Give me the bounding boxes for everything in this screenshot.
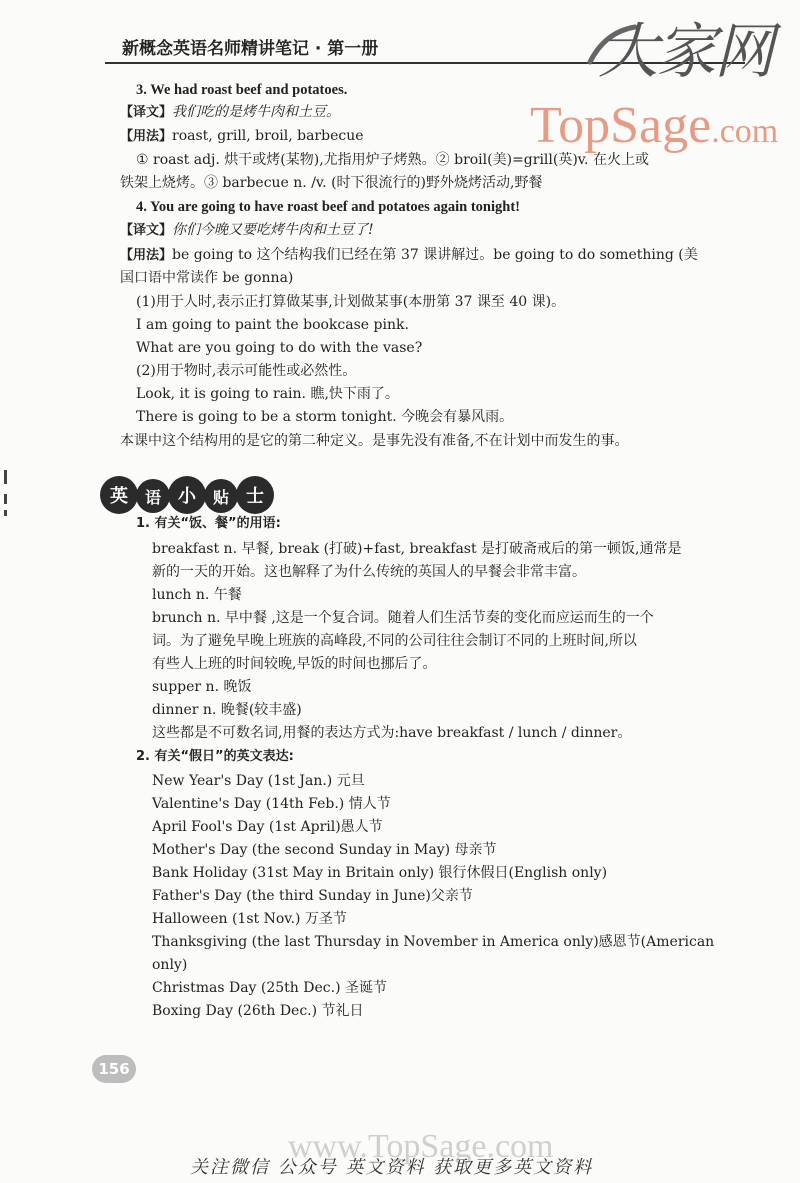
tips-char: 英 bbox=[102, 478, 136, 512]
tips-char: 贴 bbox=[206, 481, 236, 511]
item4-line: Look, it is going to rain. 瞧,快下雨了。 bbox=[136, 386, 399, 402]
tips-banner bbox=[102, 478, 272, 512]
tips-part1-line: dinner n. 晚餐(较丰盛) bbox=[152, 702, 302, 718]
margin-mark bbox=[4, 470, 7, 484]
translation-text: 你们今晚又要吃烤牛肉和土豆了! bbox=[172, 222, 374, 238]
tips-part1-line: breakfast n. 早餐, break (打破)+fast, breakfast 是打破斋戒后的第一顿饭,通常是 bbox=[152, 541, 682, 557]
tips-part1-line: 有些人上班的时间较晚,早饭的时间也挪后了。 bbox=[152, 656, 437, 672]
tips-part1-line: lunch n. 午餐 bbox=[152, 587, 242, 603]
margin-mark bbox=[4, 494, 7, 504]
item3-translation bbox=[120, 104, 340, 121]
holiday-item: Thanksgiving (the last Thursday in November in America only)感恩节(American bbox=[152, 934, 715, 950]
footer-text: 关注微信 公众号 英文资料 获取更多英文资料 bbox=[190, 1157, 594, 1178]
tips-char: 士 bbox=[238, 478, 272, 512]
margin-mark bbox=[4, 510, 7, 516]
item4-line: There is going to be a storm tonight. 今晚会有暴风雨。 bbox=[136, 409, 514, 425]
item4-title: 4. You are going to have roast beef and potatoes again tonight! bbox=[136, 199, 520, 215]
tips-part1-line: 新的一天的开始。这也解释了为什么传统的英国人的早餐会非常丰富。 bbox=[152, 564, 586, 580]
translation-tag: 【译文】 bbox=[120, 105, 173, 120]
item3-line1: ① roast adj. 烘干或烤(某物),尤指用炉子烤熟。② broil(美)=grill(英)v. 在火上或 bbox=[136, 152, 649, 168]
item4-translation bbox=[120, 222, 374, 239]
item4-usage bbox=[120, 247, 698, 264]
watermark-en-name: TopSage bbox=[530, 97, 712, 154]
holiday-item: Bank Holiday (31st May in Britain only) 银行休假日(English only) bbox=[152, 865, 608, 881]
item4-line: What are you going to do with the vase? bbox=[136, 340, 423, 356]
tips-char: 语 bbox=[138, 481, 168, 511]
tips-part1-line: 这些都是不可数名词,用餐的表达方式为:have breakfast / lunch / dinner。 bbox=[152, 725, 632, 741]
footer-watermark: www.TopSage.com bbox=[288, 1128, 554, 1165]
watermark-cn: 大家网 bbox=[598, 17, 772, 87]
usage-text: be going to 这个结构我们已经在第 37 课讲解过。be going to do something (美 bbox=[172, 247, 698, 263]
holiday-item: New Year's Day (1st Jan.) 元旦 bbox=[152, 773, 365, 789]
tips-part1-line: brunch n. 早中餐 ,这是一个复合词。随着人们生活节奏的变化而应运而生的一个 bbox=[152, 610, 654, 626]
item3-line2: 铁架上烧烤。③ barbecue n. /v. (时下很流行的)野外烧烤活动,野餐 bbox=[120, 175, 543, 191]
holiday-item: Boxing Day (26th Dec.) 节礼日 bbox=[152, 1003, 364, 1019]
holiday-item: Christmas Day (25th Dec.) 圣诞节 bbox=[152, 980, 387, 996]
item4-line: 本课中这个结构用的是它的第二种定义。是事先没有准备,不在计划中而发生的事。 bbox=[120, 433, 629, 449]
holiday-item: only) bbox=[152, 957, 188, 973]
item4-line: (2)用于物时,表示可能性或必然性。 bbox=[136, 363, 357, 379]
tips-part1-line: supper n. 晚饭 bbox=[152, 679, 252, 695]
usage-tag: 【用法】 bbox=[120, 129, 173, 144]
holiday-item: Valentine's Day (14th Feb.) 情人节 bbox=[152, 796, 391, 812]
item3-usage bbox=[120, 128, 364, 145]
tips-part1-title: 1. 有关“饭、餐”的用语: bbox=[136, 516, 281, 531]
translation-text: 我们吃的是烤牛肉和土豆。 bbox=[172, 104, 341, 120]
holiday-item: Mother's Day (the second Sunday in May) 母亲节 bbox=[152, 842, 497, 858]
page-number: 156 bbox=[92, 1055, 136, 1083]
tips-part1-line: 词。为了避免早晚上班族的高峰段,不同的公司往往会制订不同的上班时间,所以 bbox=[152, 633, 637, 649]
item4-usage2: 国口语中常读作 be gonna) bbox=[120, 270, 294, 286]
item3-title: 3. We had roast beef and potatoes. bbox=[136, 82, 348, 98]
watermark-en-com: .com bbox=[711, 113, 779, 150]
item4-line: (1)用于人时,表示正打算做某事,计划做某事(本册第 37 课至 40 课)。 bbox=[136, 294, 566, 310]
holiday-item: Father's Day (the third Sunday in June)父亲节 bbox=[152, 888, 473, 904]
tips-char: 小 bbox=[170, 478, 204, 512]
holiday-item: April Fool's Day (1st April)愚人节 bbox=[152, 819, 383, 835]
usage-tag: 【用法】 bbox=[120, 248, 173, 263]
holiday-item: Halloween (1st Nov.) 万圣节 bbox=[152, 911, 347, 927]
item4-line: I am going to paint the bookcase pink. bbox=[136, 317, 409, 333]
usage-text: roast, grill, broil, barbecue bbox=[172, 128, 364, 144]
watermark-en bbox=[530, 96, 778, 155]
translation-tag: 【译文】 bbox=[120, 223, 173, 238]
running-header: 新概念英语名师精讲笔记 · 第一册 bbox=[122, 39, 379, 59]
tips-part2-title: 2. 有关“假日”的英文表达: bbox=[136, 749, 294, 764]
